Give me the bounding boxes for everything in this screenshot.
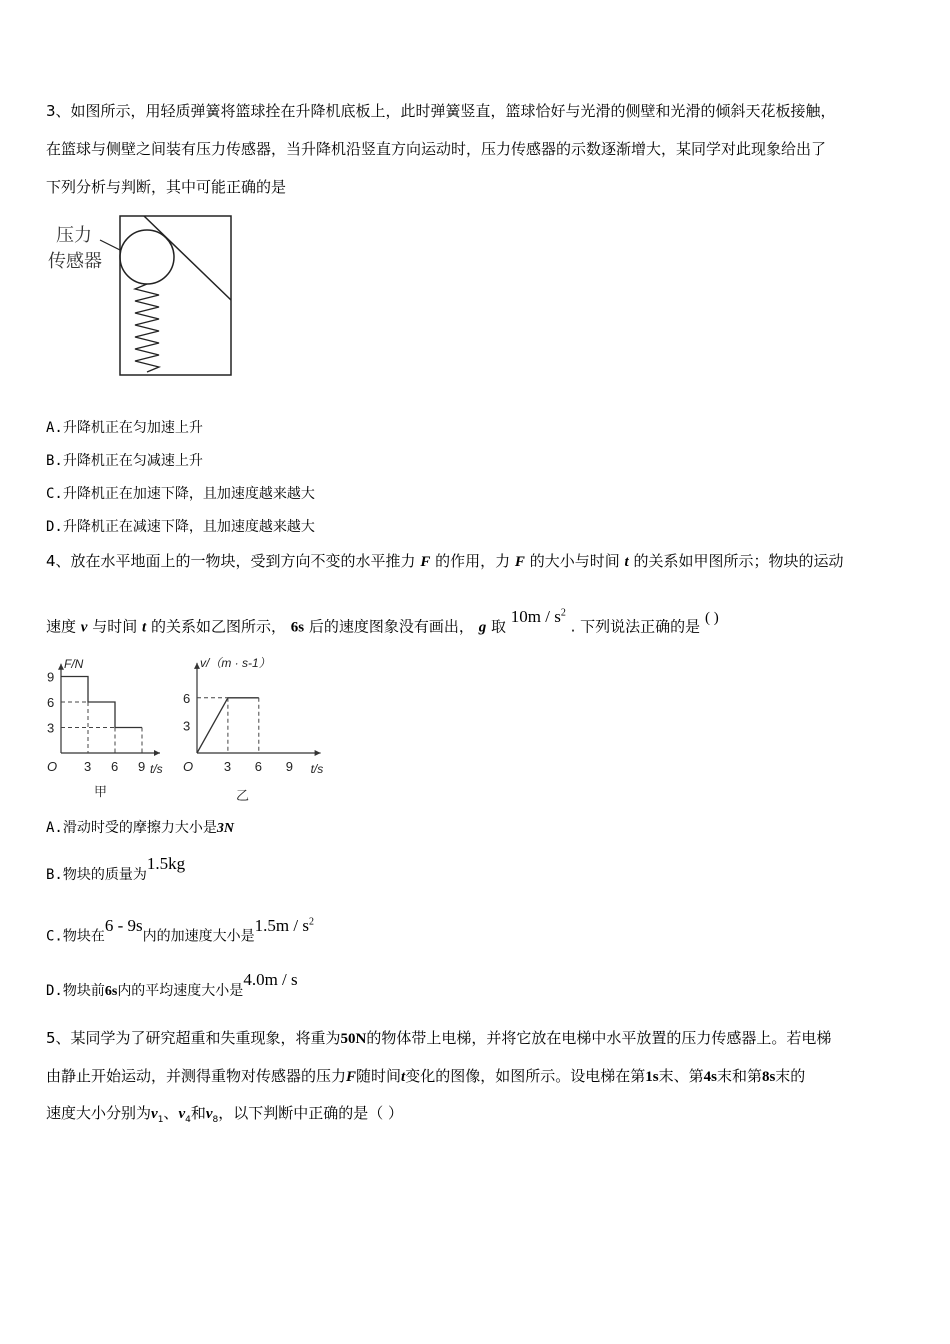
q5-l2-a: 由静止开始运动，并测得重物对传感器的压力 — [46, 1067, 347, 1085]
q4-l1-c: 的大小与时间 — [529, 552, 620, 570]
chart1-xtick-3: 9 — [285, 759, 293, 774]
q5-l3-sep1: 、 — [163, 1104, 179, 1122]
q4-l2-c: 的关系如乙图所示， — [151, 617, 287, 636]
chart1-title: 乙 — [236, 788, 250, 803]
chart1-x-arrow — [315, 750, 321, 756]
q4-option-a — [46, 818, 234, 839]
chart0-xlabel: t/s — [150, 762, 163, 776]
elevator-box — [120, 216, 231, 375]
q4-option-d — [46, 970, 298, 1002]
spring — [135, 284, 159, 372]
q4-c-math2-main: 1.5m / s — [254, 915, 309, 935]
q5-line-2 — [46, 1066, 805, 1087]
chart1-xlabel: t/s — [310, 762, 324, 776]
chart1-xtick-2: 6 — [254, 759, 263, 774]
q4-l2-d: 后的速度图象没有画出， — [308, 617, 474, 636]
chart1-ytick-1: 6 — [183, 690, 191, 706]
q4-l2-g: g — [478, 619, 487, 636]
q4-l2-paren: ( ) — [704, 609, 719, 626]
q4-l2-f: . 下列说法正确的是 — [570, 617, 701, 636]
q3-option-c: C.升降机正在加速下降，且加速度越来越大 — [46, 486, 315, 502]
q5-l3-and: 和 — [190, 1104, 206, 1122]
ball — [120, 230, 174, 284]
q5-l2-d: 末、第 — [658, 1067, 704, 1085]
q5-l3-v4: v — [178, 1106, 186, 1122]
chart0-ytick-2: 9 — [47, 669, 55, 685]
chart0-xtick-3: 9 — [138, 759, 146, 774]
q3-figure — [46, 212, 246, 382]
q5-l3-v1s: 1 — [157, 1115, 164, 1125]
q4-a-val: 3N — [216, 821, 234, 836]
q4-l1-d: 的关系如甲图所示；物块的运动 — [633, 552, 844, 570]
q4-c-math2 — [255, 916, 314, 935]
q4-l2-t: t — [142, 619, 147, 636]
q4-c-math1: 6 - 9s — [104, 915, 143, 935]
q3-option-d: D.升降机正在减速下降，且加速度越来越大 — [46, 519, 315, 535]
chart0-ylabel: F/N — [64, 656, 84, 671]
q4-c-math2-sup: 2 — [308, 916, 314, 927]
q5-l3-v4s: 4 — [185, 1115, 191, 1125]
q5-l2-1s: 1s — [645, 1069, 659, 1085]
q5-l3-v8s: 8 — [212, 1115, 219, 1125]
sensor-pointer — [100, 240, 120, 250]
q5-l2-t: t — [401, 1069, 406, 1085]
q4-charts — [40, 650, 340, 810]
q4-l2-6s: 6s — [290, 619, 305, 636]
chart0-series-line — [61, 677, 142, 728]
chart1-ylabel: v/（m · s-1） — [200, 655, 271, 670]
q4-l1-t: t — [624, 554, 629, 570]
q5-l1-a: 5、某同学为了研究超重和失重现象，将重为 — [46, 1029, 341, 1047]
q4-l2-math-main: 10m / s — [510, 606, 561, 626]
q4-d-text1: D.物块前 — [46, 983, 105, 999]
q4-l1-F2: F — [514, 554, 525, 570]
q5-l2-e: 末和第 — [716, 1067, 762, 1085]
q4-line-1 — [46, 551, 843, 572]
q4-l2-a: 速度 — [46, 617, 77, 636]
q3-option-b: B.升降机正在匀减速上升 — [46, 453, 203, 469]
q5-line-1 — [46, 1028, 831, 1049]
q5-l3-v1: v — [151, 1106, 158, 1122]
q5-l2-F: F — [346, 1069, 357, 1085]
q4-l2-b: 与时间 — [92, 617, 138, 636]
q5-l3-v8: v — [205, 1106, 213, 1122]
q3-line-1: 3、如图所示，用轻质弹簧将篮球拴在升降机底板上，此时弹簧竖直，篮球恰好与光滑的侧壁和光滑的倾斜天花板接触， — [46, 102, 836, 120]
q5-l2-c: 变化的图像，如图所示。设电梯在第 — [405, 1067, 646, 1085]
q5-l1-b: 的物体带上电梯，并将它放在电梯中水平放置的压力传感器上。若电梯 — [366, 1029, 832, 1047]
q4-l2-math-sup: 2 — [560, 607, 566, 618]
q4-l1-b: 的作用，力 — [435, 552, 511, 570]
q4-option-c — [46, 915, 314, 947]
q5-line-3 — [46, 1103, 403, 1130]
chart1-xtick-0: O — [183, 759, 194, 774]
sensor-label-2: 传感器 — [48, 251, 102, 272]
q5-l3-a: 速度大小分别为 — [46, 1104, 152, 1122]
q4-option-b — [46, 854, 186, 885]
q4-b-math: 1.5kg — [146, 854, 186, 873]
q4-line-2 — [46, 606, 719, 638]
chart0-x-arrow — [154, 750, 160, 756]
q5-l2-8s: 8s — [761, 1069, 776, 1085]
chart0-ytick-1: 6 — [47, 695, 55, 710]
q4-l1-F1: F — [420, 554, 431, 570]
q4-l2-e: 取 — [491, 617, 507, 636]
q5-l2-b: 随时间 — [356, 1067, 402, 1085]
q3-line-3: 下列分析与判断，其中可能正确的是 — [46, 178, 287, 196]
q4-l1-a: 4、放在水平地面上的一物块，受到方向不变的水平推力 — [46, 552, 416, 570]
q4-d-val: 6s — [104, 984, 118, 999]
q4-d-math: 4.0m / s — [243, 970, 298, 989]
chart0-xtick-0: O — [47, 759, 58, 774]
q5-l2-f: 末的 — [775, 1067, 806, 1085]
q3-line-2: 在篮球与侧壁之间装有压力传感器，当升降机沿竖直方向运动时，压力传感器的示数逐渐增大，某同学对此现象给出了 — [46, 140, 827, 158]
ceiling-line — [144, 216, 231, 300]
chart0-ytick-0: 3 — [47, 720, 55, 736]
q5-l1-50N: 50N — [340, 1031, 367, 1047]
q4-c-text1: C.物块在 — [46, 928, 105, 945]
chart1-ytick-0: 3 — [183, 718, 191, 734]
q5-l3-b: ，以下判断中正确的是（ ） — [218, 1104, 404, 1122]
q4-c-text2: 内的加速度大小是 — [142, 928, 255, 945]
q4-l2-math — [511, 607, 566, 626]
q4-a-text: A.滑动时受的摩擦力大小是 — [46, 820, 217, 836]
q4-b-text: B.物块的质量为 — [46, 867, 147, 883]
chart0-xtick-1: 3 — [84, 759, 92, 774]
chart0-xtick-2: 6 — [111, 759, 119, 774]
chart1-xtick-1: 3 — [223, 759, 232, 774]
q3-option-a: A.升降机正在匀加速上升 — [46, 420, 203, 436]
q5-l2-4s: 4s — [703, 1069, 717, 1085]
chart0-title: 甲 — [94, 784, 108, 799]
q4-l2-v: v — [80, 619, 88, 636]
q4-d-text2: 内的平均速度大小是 — [117, 983, 244, 999]
sensor-label-1: 压力 — [56, 225, 92, 246]
q4-charts-svg — [40, 650, 340, 810]
